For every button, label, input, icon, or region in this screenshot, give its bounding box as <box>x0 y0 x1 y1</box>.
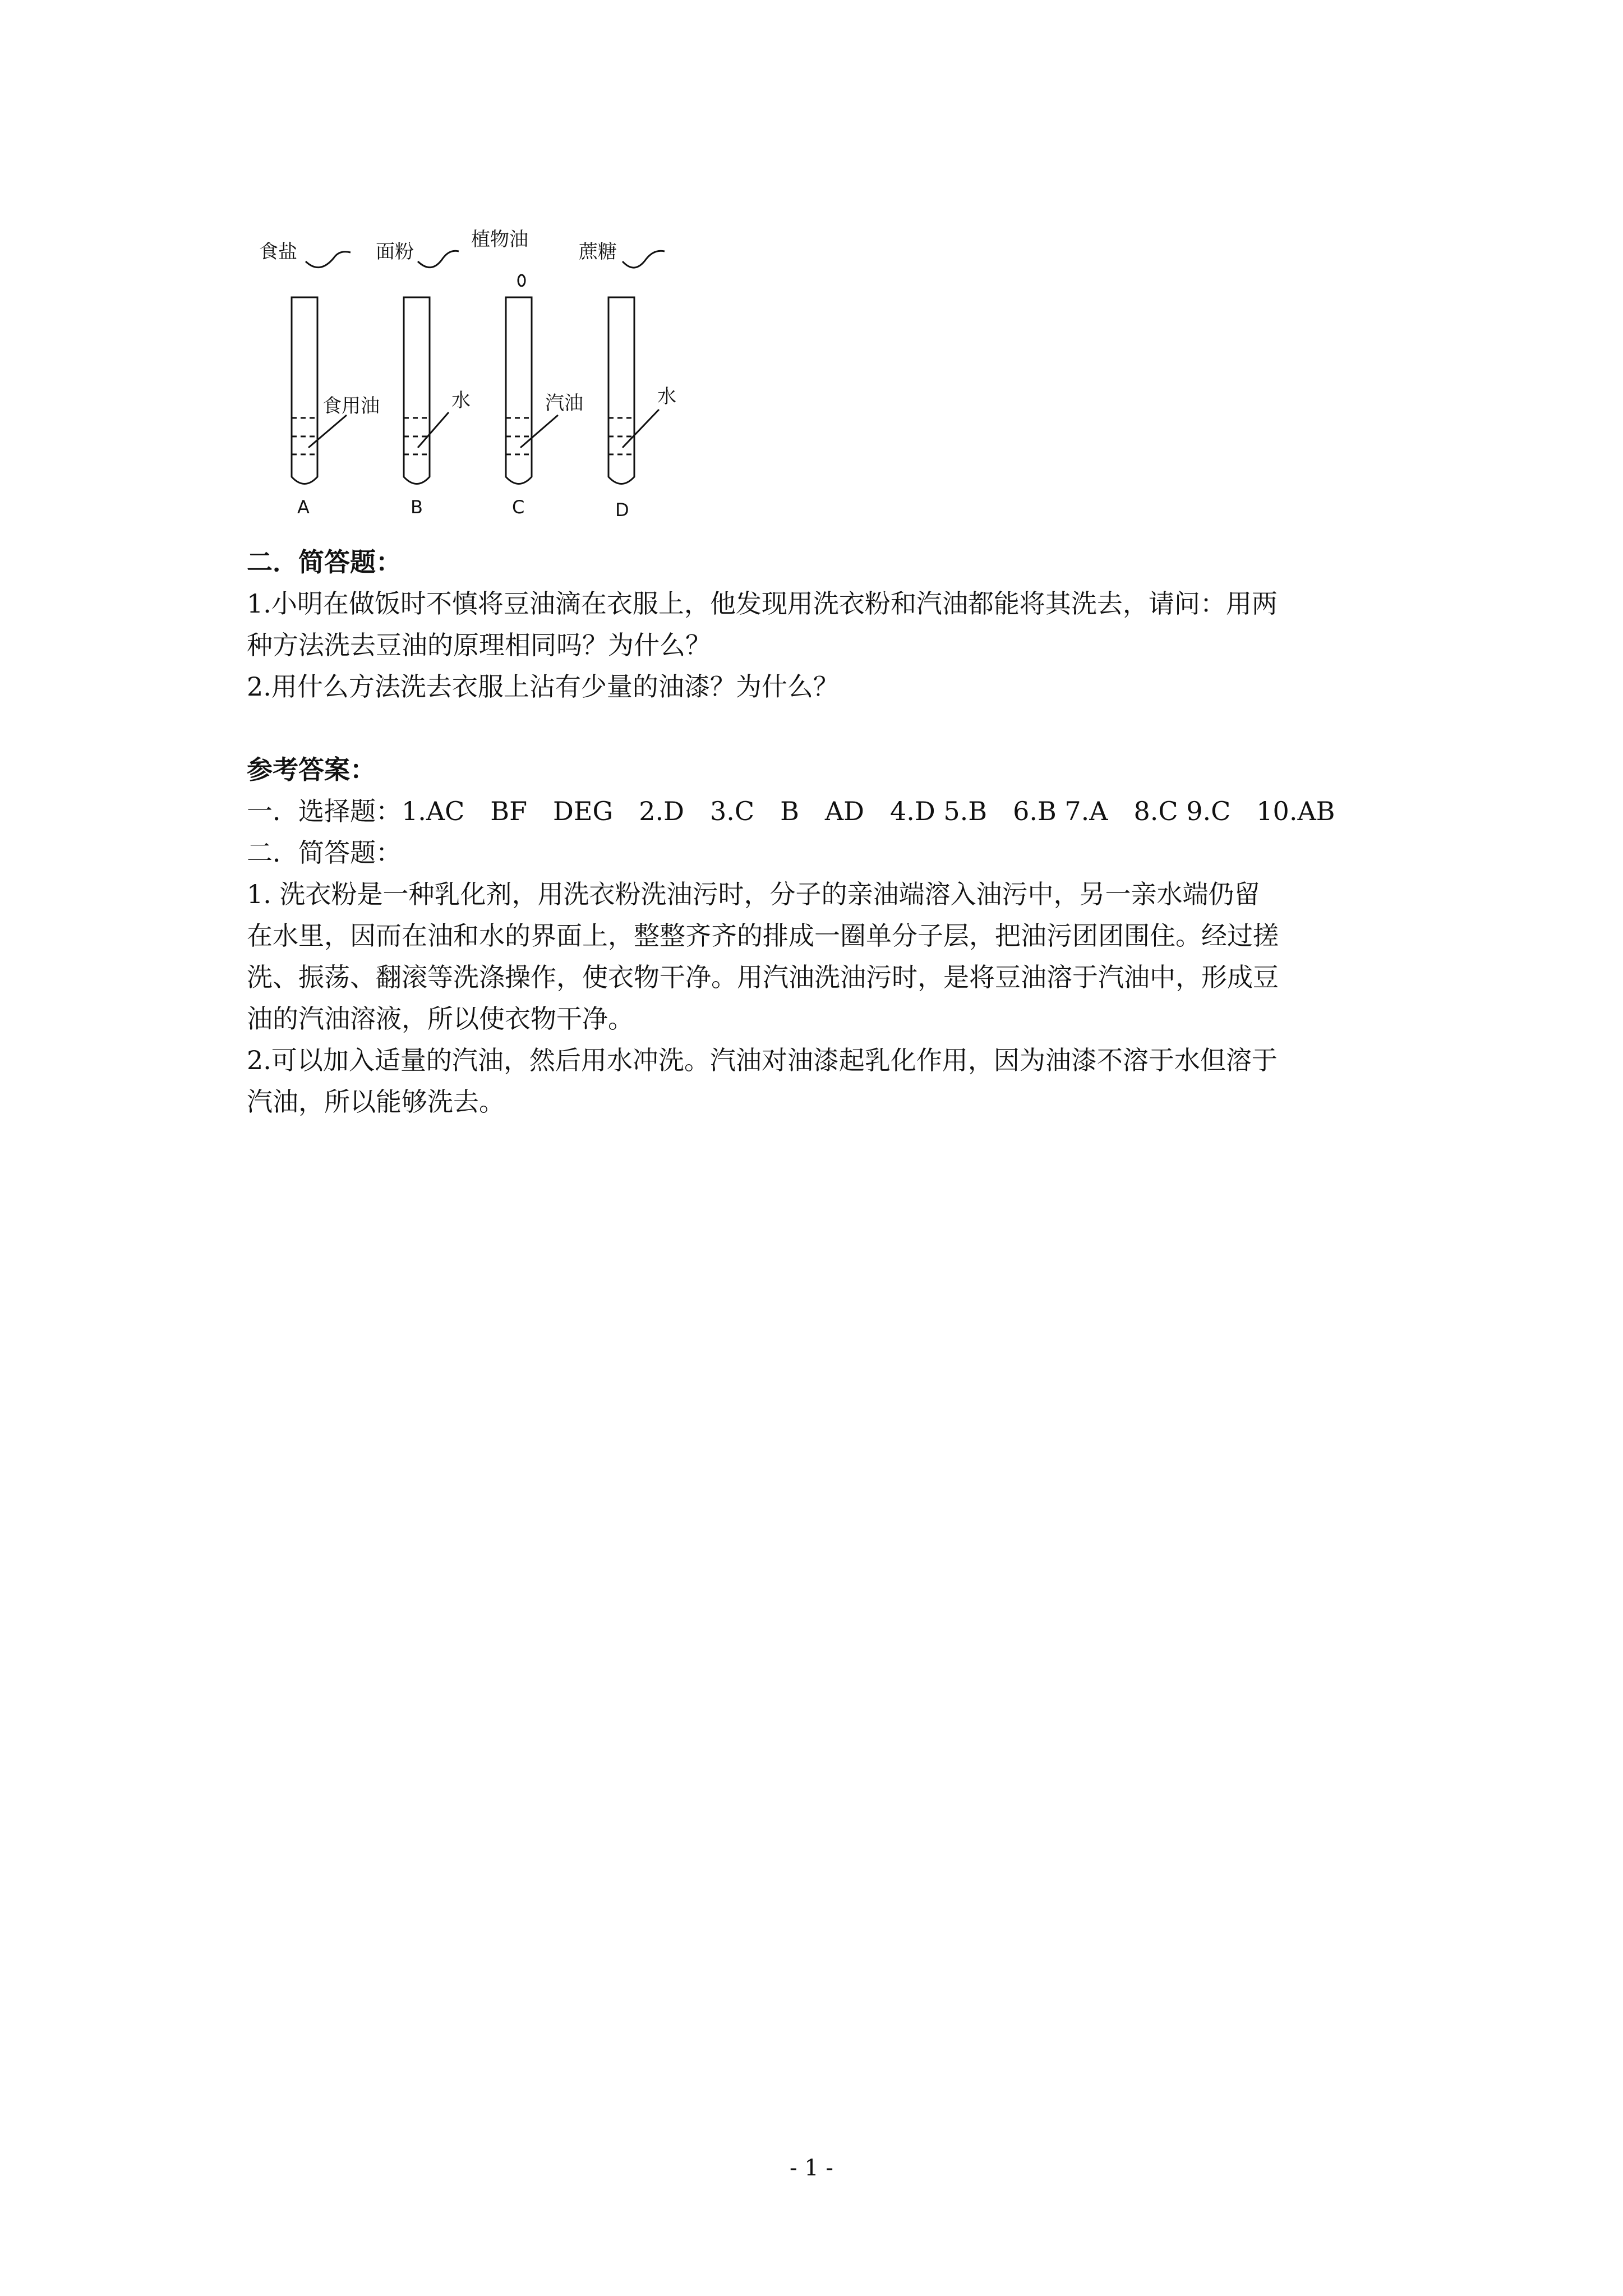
page-number: - 1 - <box>790 2155 833 2181</box>
answer-2-line: 汽油，所以能够洗去。 <box>247 1087 505 1117</box>
test-tube-d <box>608 251 665 484</box>
dropper-stream-d <box>623 251 665 268</box>
solute-label-a: 食盐 <box>259 241 297 263</box>
dropper-stream-b <box>418 251 459 267</box>
leader-line-c <box>520 415 558 448</box>
dropper-stream-a <box>306 252 351 268</box>
tube-letter-c: C <box>512 496 525 518</box>
answers-heading: 参考答案： <box>247 754 376 785</box>
test-tube-diagram <box>236 224 684 527</box>
oil-drop <box>518 275 525 286</box>
solute-label-d: 蔗糖 <box>579 241 617 263</box>
solvent-label-b: 水 <box>451 389 471 412</box>
solute-label-b: 面粉 <box>376 241 414 263</box>
test-tube-figure <box>236 224 684 527</box>
leader-line-a <box>308 415 347 448</box>
choice-answers: 一．选择题：1.AC BF DEG 2.D 3.C B AD 4.D 5.B 6.B 7.A 8.C 9.C 10.AB <box>247 796 1335 826</box>
answer-1-line: 在水里，因而在油和水的界面上，整整齐齐的排成一圈单分子层，把油污团团围住。经过搓 <box>247 921 1279 951</box>
question-2: 2.用什么方法洗去衣服上沾有少量的油漆？为什么？ <box>247 671 839 702</box>
solvent-label-a: 食用油 <box>322 395 380 417</box>
leader-line-d <box>623 409 659 448</box>
test-tube-b <box>404 251 459 484</box>
section-heading-short-answer: 二．简答题： <box>247 547 402 577</box>
tube-letter-d: D <box>615 499 629 521</box>
document-body <box>247 541 1391 1122</box>
answer-2-line: 2.可以加入适量的汽油，然后用水冲洗。汽油对油漆起乳化作用，因为油漆不溶于水但溶于 <box>247 1045 1278 1075</box>
question-1-line-1: 1.小明在做饭时不慎将豆油滴在衣服上，他发现用洗衣粉和汽油都能将其洗去，请问：用两 <box>247 588 1278 619</box>
answer-1-line: 油的汽油溶液，所以使衣物干净。 <box>247 1004 634 1034</box>
short-answer-heading: 二．简答题： <box>247 838 402 868</box>
tube-letter-a: A <box>297 496 310 518</box>
answer-1-line: 洗、振荡、翻滚等洗涤操作，使衣物干净。用汽油洗油污时，是将豆油溶于汽油中，形成豆 <box>247 962 1279 992</box>
test-tube-a <box>292 252 351 484</box>
answer-1-line: 1. 洗衣粉是一种乳化剂，用洗衣粉洗油污时，分子的亲油端溶入油污中，另一亲水端仍留 <box>247 879 1260 909</box>
tube-letter-b: B <box>411 496 423 518</box>
solvent-label-d: 水 <box>657 385 676 408</box>
solvent-label-c: 汽油 <box>545 392 583 415</box>
test-tube-c <box>506 275 558 484</box>
question-1-line-2: 种方法洗去豆油的原理相同吗？为什么？ <box>247 630 711 660</box>
solute-label-c: 植物油 <box>471 228 528 251</box>
